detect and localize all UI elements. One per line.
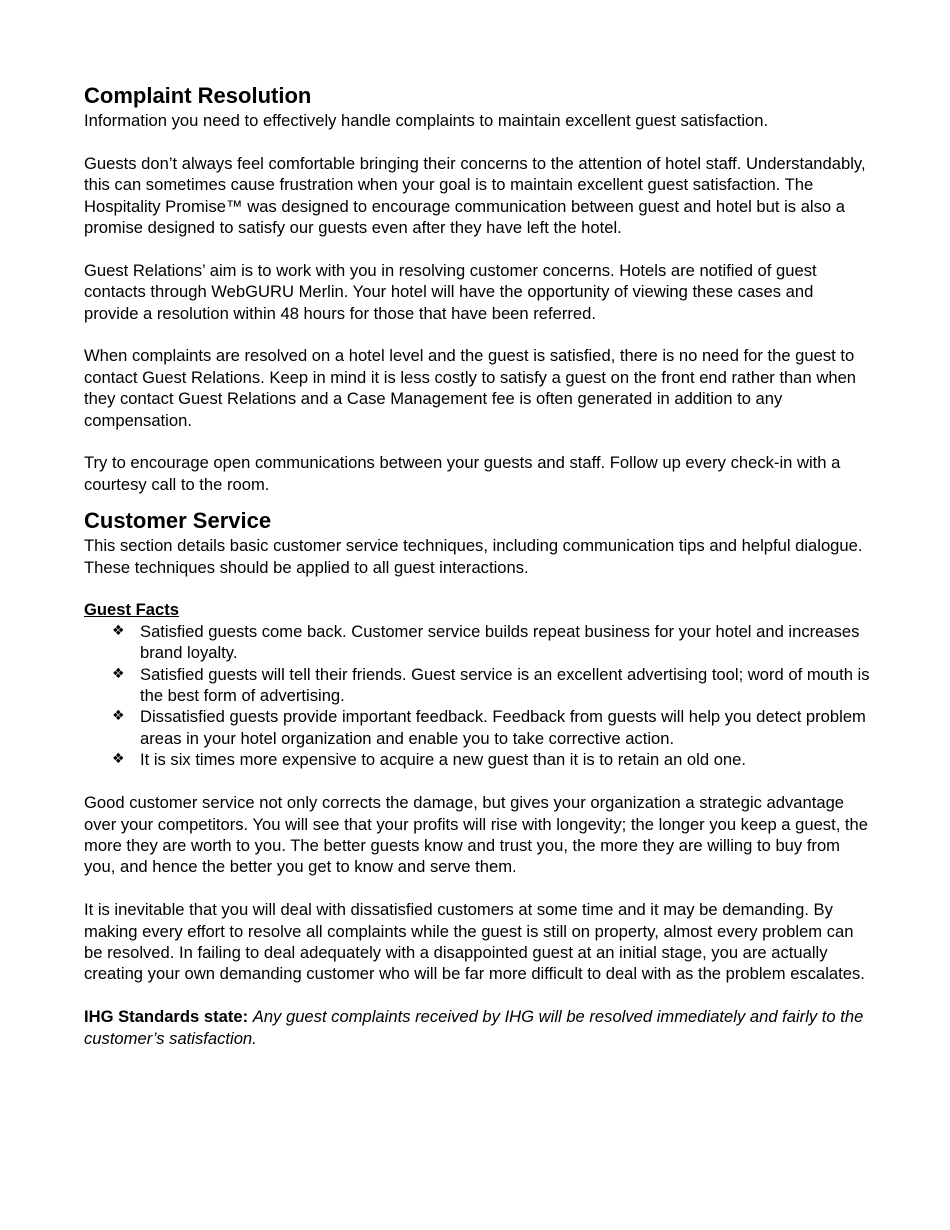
spacer bbox=[84, 985, 870, 1006]
complaint-paragraph-4: Try to encourage open communications between your guests and staff. Follow up every check-in with a courtesy call to the room. bbox=[84, 453, 841, 494]
guest-fact-text: Satisfied guests will tell their friends. Guest service is an excellent advertising tool; word of mouth is the best form of advertising. bbox=[140, 664, 870, 706]
guest-fact-text: Satisfied guests come back. Customer service builds repeat business for your hotel and increases brand loyalty. bbox=[140, 621, 860, 663]
document-page bbox=[84, 82, 870, 1049]
spacer bbox=[84, 878, 870, 899]
list-item bbox=[112, 706, 870, 749]
diamond-bullet-icon: ❖ bbox=[112, 665, 125, 682]
spacer bbox=[84, 771, 870, 792]
list-item bbox=[112, 749, 870, 770]
customer-service-heading: Customer Service bbox=[84, 508, 272, 534]
spacer bbox=[84, 324, 870, 345]
guest-facts-list bbox=[84, 621, 870, 771]
complaint-paragraph-1: Guests don’t always feel comfortable bringing their concerns to the attention of hotel staff. Understandably, this can sometimes cause frustration when your goal is to maintain excellent guest satisfaction. The Hospitality Promise™ was designed to encourage communication between guest and hotel but is also a promise designed to satisfy our guests even after they have left the hotel. bbox=[84, 153, 866, 238]
spacer bbox=[84, 431, 870, 452]
ihg-standards-statement bbox=[84, 1006, 870, 1049]
guest-fact-text: Dissatisfied guests provide important feedback. Feedback from guests will help you detect problem areas in your hotel organization and enable you to take corrective action. bbox=[140, 707, 866, 748]
diamond-bullet-icon: ❖ bbox=[112, 708, 125, 725]
complaint-resolution-intro: Information you need to effectively handle complaints to maintain excellent guest satisfaction. bbox=[84, 111, 769, 130]
spacer bbox=[84, 131, 870, 152]
complaint-paragraph-2: Guest Relations’ aim is to work with you in resolving customer concerns. Hotels are notified of guest contacts through WebGURU Merlin. Your hotel will have the opportunity of viewing these cases and provide a resolution within 48 hours for those that have been referred. bbox=[84, 260, 817, 323]
spacer bbox=[84, 578, 870, 599]
spacer bbox=[84, 238, 870, 259]
guest-fact-text: It is six times more expensive to acquire a new guest than it is to retain an old one. bbox=[140, 750, 746, 770]
diamond-bullet-icon: ❖ bbox=[112, 622, 125, 639]
standards-text: Any guest complaints received by IHG will be resolved immediately and fairly to the customer’s satisfaction. bbox=[84, 1007, 864, 1048]
customer-service-paragraph-2: It is inevitable that you will deal with dissatisfied customers at some time and it may be demanding. By making every effort to resolve all complaints while the guest is still on property, almost every problem can be resolved. In failing to deal adequately with a disappointed guest at an initial stage, you are actually creating your own demanding customer who will be far more difficult to deal with as the problem escalates. bbox=[84, 900, 865, 984]
guest-facts-heading: Guest Facts bbox=[84, 600, 179, 620]
list-item bbox=[112, 664, 870, 707]
diamond-bullet-icon: ❖ bbox=[112, 751, 125, 768]
customer-service-intro: This section details basic customer service techniques, including communication tips and helpful dialogue. These techniques should be applied to all guest interactions. bbox=[84, 536, 863, 577]
list-item bbox=[112, 621, 870, 664]
complaint-resolution-heading: Complaint Resolution bbox=[84, 83, 312, 108]
spacer bbox=[84, 495, 870, 507]
customer-service-paragraph-1: Good customer service not only corrects the damage, but gives your organization a strategic advantage over your competitors. You will see that your profits will rise with longevity; the longer you keep a guest, the more they are worth to you. The better guests know and trust you, the more they are willing to buy from you, and hence the better you get to know and serve them. bbox=[84, 793, 868, 877]
standards-label: IHG Standards state: bbox=[84, 1007, 249, 1027]
complaint-paragraph-3: When complaints are resolved on a hotel level and the guest is satisfied, there is no need for the guest to contact Guest Relations. Keep in mind it is less costly to satisfy a guest on the front end rather than when they contact Guest Relations and a Case Management fee is often generated in addition to any compensation. bbox=[84, 346, 857, 430]
